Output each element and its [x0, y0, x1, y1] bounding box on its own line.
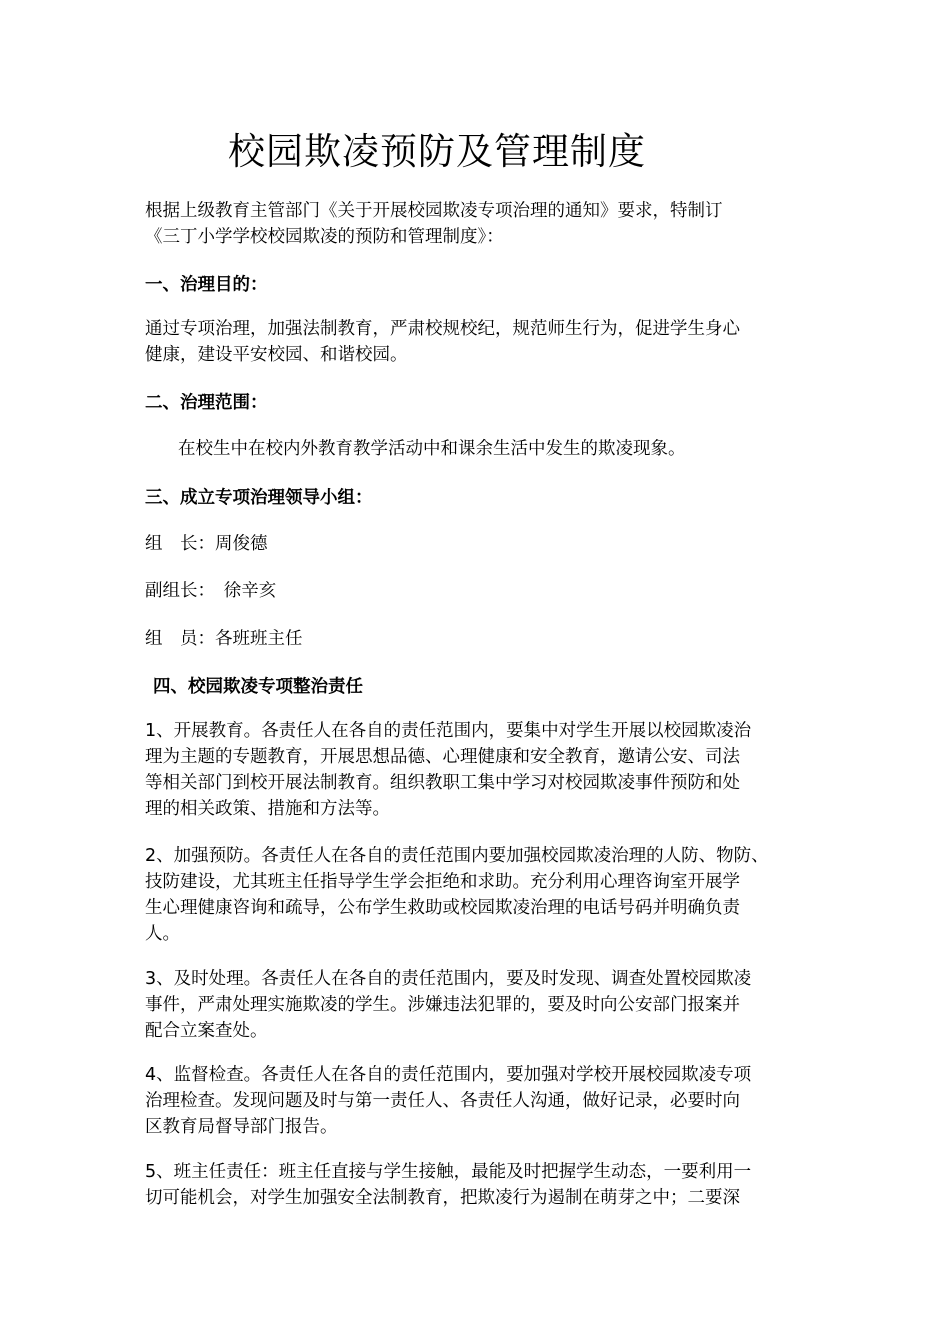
item-line: 理的相关政策、措施和方法等。: [145, 799, 390, 819]
intro-line: 《三丁小学学校校园欺凌的预防和管理制度》：: [145, 227, 504, 247]
section-heading-responsibility: 四、校园欺凌专项整治责任: [153, 677, 363, 697]
item-line: 理为主题的专题教育，开展思想品德、心理健康和安全教育，邀请公安、司法: [145, 747, 740, 767]
item-line: 事件，严肃处理实施欺凌的学生。涉嫌违法犯罪的，要及时向公安部门报案并: [145, 995, 740, 1015]
item-line: 1、开展教育。各责任人在各自的责任范围内，要集中对学生开展以校园欺凌治: [145, 721, 752, 741]
document-title: 校园欺凌预防及管理制度: [228, 130, 646, 173]
section-heading-purpose: 一、治理目的：: [145, 275, 268, 295]
item-line: 区教育局督导部门报告。: [145, 1117, 338, 1137]
body-line: 通过专项治理，加强法制教育，严肃校规校纪，规范师生行为，促进学生身心: [145, 319, 740, 339]
intro-line: 根据上级教育主管部门《关于开展校园欺凌专项治理的通知》要求，特制订: [145, 201, 723, 221]
deputy-line: 副组长： 徐辛亥: [145, 581, 277, 601]
item-line: 人。: [145, 924, 180, 944]
section-body-scope: 在校生中在校内外教育教学活动中和课余生活中发生的欺凌现象。: [178, 439, 686, 459]
item-line: 切可能机会，对学生加强安全法制教育，把欺凌行为遏制在萌芽之中；二要深: [145, 1188, 740, 1208]
item-line: 3、及时处理。各责任人在各自的责任范围内，要及时发现、调查处置校园欺凌: [145, 969, 752, 989]
item-line: 配合立案查处。: [145, 1021, 268, 1041]
intro-paragraph: [145, 198, 815, 250]
section-heading-scope: 二、治理范围：: [145, 393, 268, 413]
item-line: 治理检查。发现问题及时与第一责任人、各责任人沟通，做好记录，必要时向: [145, 1091, 740, 1111]
item-line: 等相关部门到校开展法制教育。组织教职工集中学习对校园欺凌事件预防和处: [145, 773, 740, 793]
item-line: 4、监督检查。各责任人在各自的责任范围内，要加强对学校开展校园欺凌专项: [145, 1065, 752, 1085]
section-body-purpose: [145, 316, 815, 368]
item-line: 技防建设，尤其班主任指导学生学会拒绝和求助。充分利用心理咨询室开展学: [145, 872, 740, 892]
section-heading-leadership: 三、成立专项治理领导小组：: [145, 488, 373, 508]
members-line: 组 员：各班班主任: [145, 629, 303, 649]
responsibility-item-5: [145, 1159, 815, 1211]
responsibility-item-4: [145, 1062, 815, 1140]
responsibility-item-1: [145, 718, 815, 822]
item-line: 生心理健康咨询和疏导，公布学生救助或校园欺凌治理的电话号码并明确负责: [145, 898, 740, 918]
body-line: 健康，建设平安校园、和谐校园。: [145, 345, 408, 365]
responsibility-item-2: [145, 843, 815, 947]
item-line: 5、班主任责任：班主任直接与学生接触，最能及时把握学生动态，一要利用一: [145, 1162, 752, 1182]
leader-line: 组 长：周俊德: [145, 534, 268, 554]
item-line: 2、加强预防。各责任人在各自的责任范围内要加强校园欺凌治理的人防、物防、: [145, 846, 769, 866]
responsibility-item-3: [145, 966, 815, 1044]
